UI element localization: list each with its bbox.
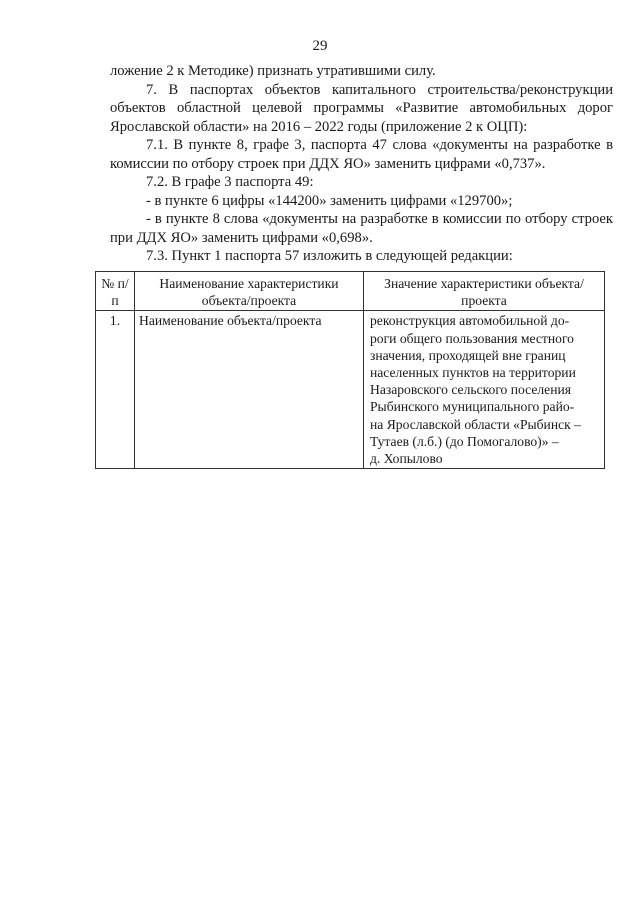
value-line: Тутаев (л.б.) (до Помогалово)» – — [370, 433, 559, 449]
value-line: реконструкция автомобильной до- — [370, 313, 570, 329]
paragraph: ложение 2 к Методике) признать утратившими силу. — [110, 63, 436, 79]
characteristic-cell: Наименование объекта/проекта — [135, 311, 364, 469]
paragraph: 7.3. Пункт 1 паспорта 57 изложить в следующей редакции: — [146, 248, 513, 264]
value-line: Назаровского сельского поселения — [370, 382, 572, 398]
value-line: Рыбинского муниципального райо- — [370, 399, 575, 415]
column-header-characteristic: Наименование характеристики объекта/проекта — [135, 272, 364, 311]
paragraph: 7.2. В графе 3 паспорта 49: — [146, 174, 314, 190]
value-cell — [364, 311, 605, 469]
column-header-number: № п/п — [96, 272, 135, 311]
value-line: д. Хопылово — [370, 451, 443, 467]
paragraph: - в пункте 6 цифры «144200» заменить цифрами «129700»; — [146, 192, 513, 209]
column-header-value: Значение характеристики объекта/проекта — [364, 272, 605, 311]
table-row — [96, 311, 605, 469]
value-text — [368, 312, 600, 467]
row-number-cell: 1. — [96, 311, 135, 469]
value-line: роги общего пользования местного — [370, 330, 574, 346]
paragraph: 7.1. В пункте 8, графе 3, паспорта 47 слова «документы на разработке в комиссии по отбору строек при ДДХ ЯО» заменить цифрами «0,737». — [110, 137, 613, 172]
value-line: значения, проходящей вне границ — [370, 347, 566, 363]
paragraph: 7. В паспортах объектов капитального строительства/реконструкции объектов областной целевой программы «Развитие автомобильных дорог Ярославской области» на 2016 – 2022 годы (приложение 2 к ОЦП): — [110, 81, 613, 135]
paragraph: - в пункте 8 слова «документы на разработке в комиссии по отбору строек при ДДХ ЯО» заменить цифрами «0,698». — [110, 211, 613, 246]
passport-table — [95, 271, 605, 469]
body-text — [110, 62, 613, 266]
value-line: на Ярославской области «Рыбинск – — [370, 416, 581, 432]
value-line: населенных пунктов на территории — [370, 365, 576, 381]
table-header-row — [96, 272, 605, 311]
page-number: 29 — [312, 38, 328, 54]
